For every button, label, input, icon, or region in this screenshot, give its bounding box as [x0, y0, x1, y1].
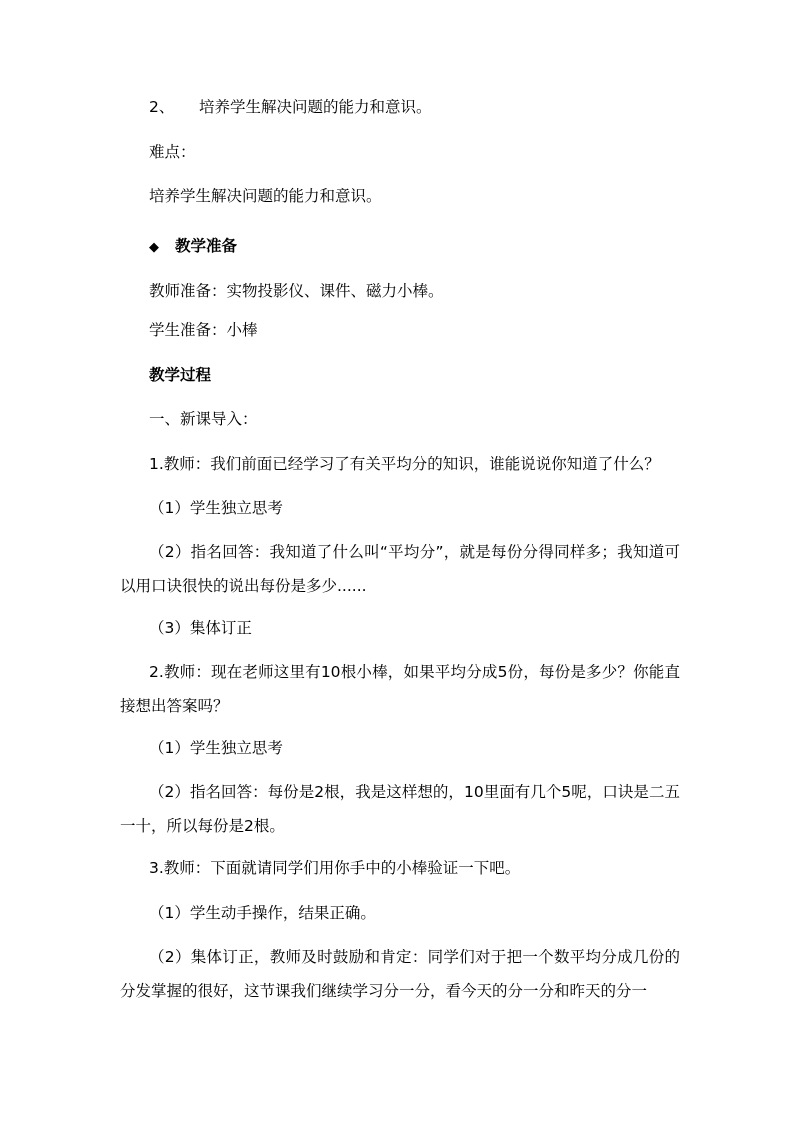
student-prep: 学生准备：小棒 [149, 321, 258, 339]
item-number: 2、 [149, 98, 175, 116]
question-3-step-2: （2）集体订正，教师及时鼓励和肯定：同学们对于把一个数平均分成几份的分发掌握的很好，这节课我们继续学习分一分，看今天的分一分和昨天的分一 [120, 948, 680, 1000]
question-1-step-1: （1）学生独立思考 [149, 499, 283, 517]
question-3-step-1: （1）学生动手操作，结果正确。 [149, 904, 376, 922]
question-2-step-2: （2）指名回答：每份是2根，我是这样想的，10里面有几个5呢，口诀是二五一十，所以每份是2根。 [120, 783, 680, 835]
item-text: 培养学生解决问题的能力和意识。 [199, 98, 432, 116]
question-1: 1.教师：我们前面已经学习了有关平均分的知识，谁能说说你知道了什么？ [149, 455, 660, 473]
question-2-step-1: （1）学生独立思考 [149, 739, 283, 757]
difficulty-text: 培养学生解决问题的能力和意识。 [149, 187, 382, 205]
difficulty-label: 难点： [149, 143, 196, 161]
section-heading: 教学准备 [175, 237, 238, 255]
objective-item-2 [149, 97, 432, 117]
prep-heading-row [149, 236, 237, 258]
question-3: 3.教师：下面就请同学们用你手中的小棒验证一下吧。 [149, 859, 521, 877]
diamond-bullet-icon: ◆ [149, 240, 159, 255]
teacher-prep: 教师准备：实物投影仪、课件、磁力小棒。 [149, 282, 444, 300]
question-2: 2.教师：现在老师这里有10根小棒，如果平均分成5份，每份是多少？你能直接想出答案吗？ [120, 663, 680, 715]
process-heading: 教学过程 [149, 366, 212, 384]
question-1-step-2: （2）指名回答：我知道了什么叫“平均分”，就是每份分得同样多；我知道可以用口诀很快的说出每份是多少...... [120, 543, 680, 595]
section-intro-heading: 一、新课导入： [149, 410, 258, 428]
question-1-step-3: （3）集体订正 [149, 619, 252, 637]
